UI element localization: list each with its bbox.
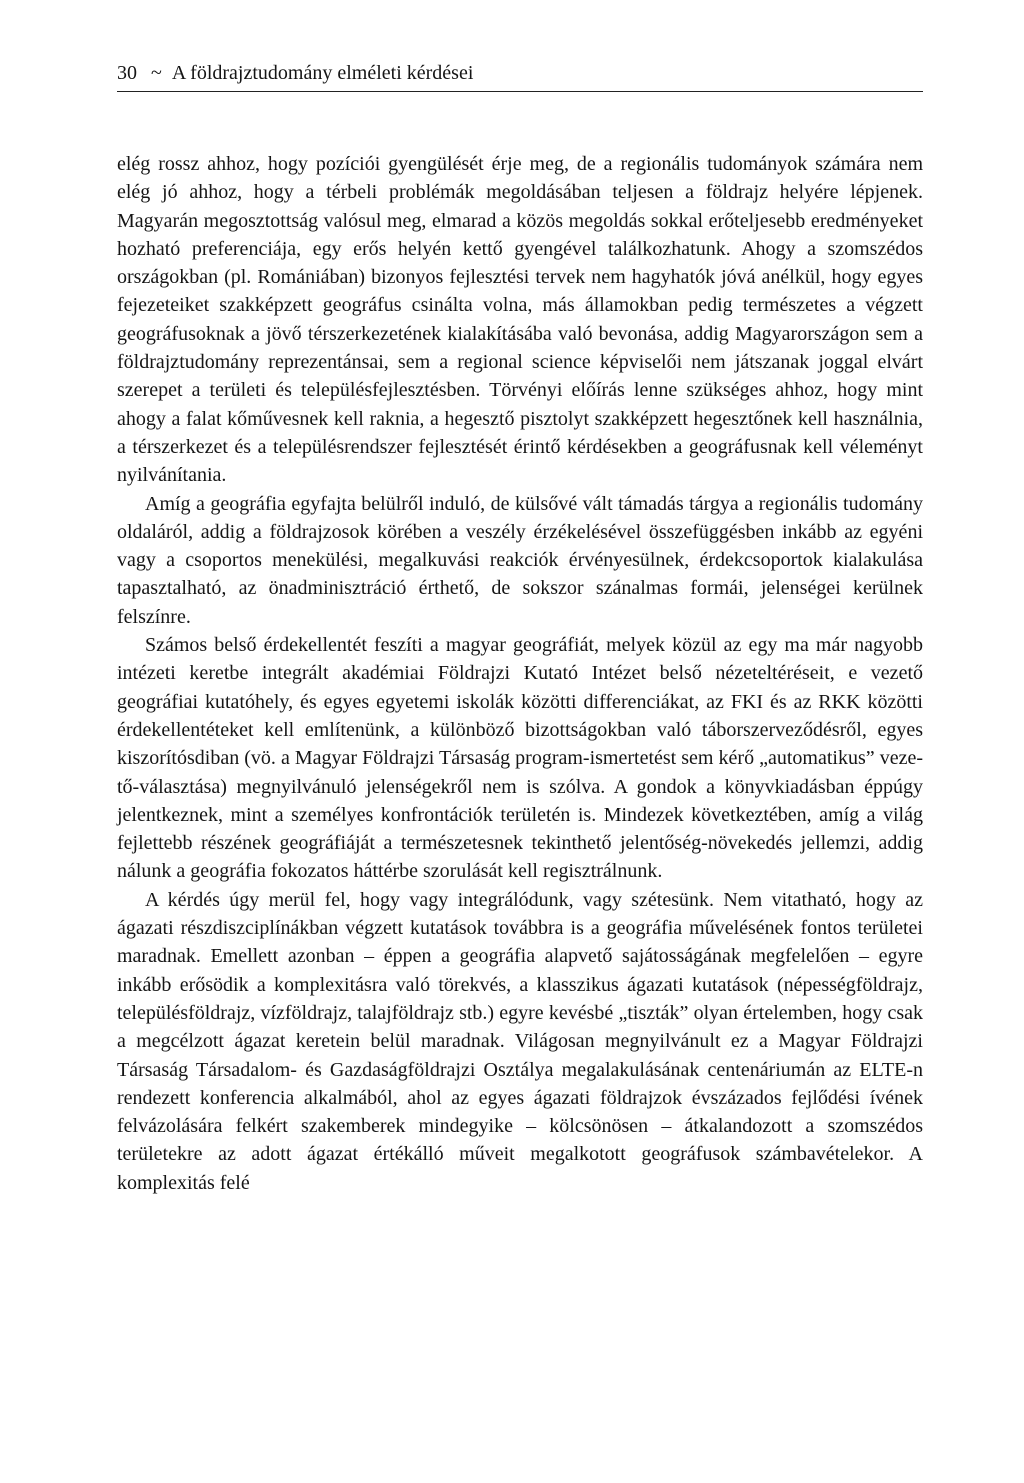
header-separator: ~ — [151, 62, 162, 84]
page-number: 30 — [117, 62, 137, 84]
chapter-title: A földrajztudomány elméleti kérdései — [171, 62, 474, 84]
book-page — [117, 60, 923, 1197]
paragraph: Amíg a geográfia egyfajta belülről induló, de külsővé vált támadás tárgya a regionális tudomány oldaláról, addig a földrajzosok körében a veszély érzékelésével összefüggésben inkább az egyéni vagy a csoportos menekülési, megalkuvási reakciók érvényesülnek, érdekcsoportok kialakulása tapasztalható, az önadminisztráció érthető, de sokszor szánalmas formái, jelenségei kerülnek felszínre. — [117, 492, 923, 628]
paragraph: Számos belső érdekellentét feszíti a magyar geográfiát, melyek közül az egy ma már nagyobb intézeti keretbe integrált akadémiai Földrajzi Kutató Intézet belső nézeteltéréseit, e vezető geográfiai kutatóhely, és egyes egyetemi iskolák közötti differenciákat, az FKI és az RKK közötti érdekellentéteket kell említenünk, a különböző bizottságokban való táborszerveződésről, egyes kiszorítósdiban (vö. a Magyar Földrajzi Társaság program-ismertetést sem kérő „automatikus” vezető-választása) megnyilvánuló jelenségekről nem is szólva. A gondok a könyvkiadásban éppúgy jelentkeznek, mint a személyes konfrontációk területén is. Mindezek következtében, amíg a világ fejlettebb részének geográfiáját a természetesnek tekinthető jelentőség-növekedés jellemzi, addig nálunk a geográfia fokozatos háttérbe szorulását kell regisztrálnunk. — [117, 634, 923, 883]
paragraph: A kérdés úgy merül fel, hogy vagy integrálódunk, vagy szétesünk. Nem vitatható, hogy az ágazati részdiszciplínákban végzett kutatások továbbra is a geográfia művelésének fontos területei maradnak. Emellett azonban – éppen a geográfia alapvető sajátosságának megfelelően – egyre inkább erősödik a komplexitásra való törekvés, a klasszikus ágazati kutatások (népességföldrajz, településföldrajz, vízföldrajz, talajföldrajz stb.) egyre kevésbé „tiszták” olyan értelemben, hogy csak a megcélzott ágazat keretein belül maradnak. Világosan megnyilvánult ez a Magyar Földrajzi Társaság Társadalom- és Gazdaságföldrajzi Osztálya megalakulásának centenáriumán az ELTE-n rendezett konferencia alkalmából, ahol az egyes ágazati földrajzok évszázados fejlődési ívének felvázolására felkért szakemberek mindegyike – kölcsönösen – átkalandozott a szomszédos területekre az adott ágazat értékálló műveit megalkotott geográfusok számbavételekor. A komplexitás felé — [117, 888, 923, 1194]
running-header — [117, 60, 923, 92]
body-text — [117, 150, 923, 1197]
paragraph: elég rossz ahhoz, hogy pozíciói gyengülését érje meg, de a regionális tudományok számára nem elég jó ahhoz, hogy a térbeli problémák megoldásában teljesen a földrajz helyére lépjenek. Magyarán megosztottság valósul meg, elmarad a közös megoldás sokkal erőteljesebb eredményeket hozható preferenciája, egy erős helyén kettő gyengével találkozhatunk. Ahogy a szomszédos országokban (pl. Romániában) bizonyos fejlesztési tervek nem hagyhatók jóvá anélkül, hogy egyes fejezeteiket szakképzett geográfus csinálta volna, más államokban pedig természetes a végzett geográfusoknak a jövő térszerkezetének kialakításába való bevonása, addig Magyarországon sem a földrajztudomány reprezentánsai, sem a regional science képviselői nem játszanak joggal elvárt szerepet a területi és településfejlesztésben. Törvényi előírás lenne szükséges ahhoz, hogy mint ahogy a falat kőművesnek kell raknia, a hegesztő pisztolyt szakképzett hegesztőnek kell használnia, a térszerkezet és a településrendszer fejlesztését érintő kérdésekben a geográfusnak kell véleményt nyilvánítania. — [117, 153, 923, 487]
